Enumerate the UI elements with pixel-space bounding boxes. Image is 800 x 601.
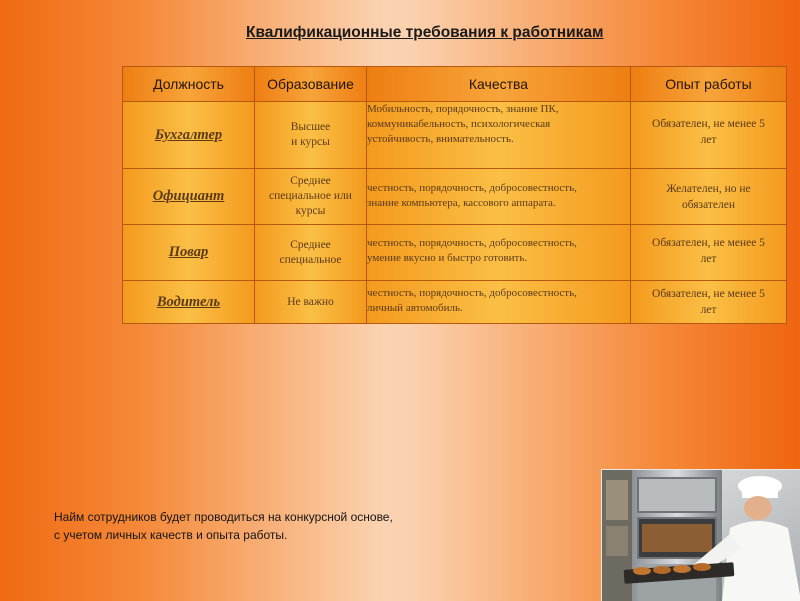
- education-line: и курсы: [291, 136, 330, 148]
- education-line: Среднее: [290, 175, 331, 187]
- qualities-line: Мобильность, порядочность, знание ПК,: [367, 103, 559, 115]
- experience-line: обязателен: [681, 199, 736, 211]
- qualities-line: личный автомобиль.: [367, 302, 463, 314]
- education-line: курсы: [295, 205, 326, 217]
- education-cell: [255, 225, 367, 281]
- position-link-driver[interactable]: Водитель: [156, 293, 221, 310]
- header-qualities: Качества: [367, 67, 631, 102]
- footer-note: [54, 508, 393, 544]
- education-line: специальное или: [269, 190, 352, 202]
- position-cell: [123, 102, 255, 169]
- position-link-cook[interactable]: Повар: [168, 244, 209, 260]
- qualities-line: умение вкусно и быстро готовить.: [367, 252, 528, 264]
- experience-line: лет: [700, 304, 717, 316]
- qualities-cell: [367, 169, 631, 225]
- table-row: [123, 281, 787, 324]
- chef-photo: [601, 469, 800, 601]
- footer-line: с учетом личных качеств и опыта работы.: [54, 528, 288, 542]
- experience-cell: [631, 225, 787, 281]
- experience-line: Обязателен, не менее 5: [652, 237, 765, 249]
- qualities-line: честность, порядочность, добросовестность,: [367, 182, 577, 194]
- table-header-row: [123, 67, 787, 102]
- qualities-line: знание компьютера, кассового аппарата.: [367, 197, 556, 209]
- qualities-line: устойчивость, внимательность.: [367, 133, 514, 145]
- page-title: Квалификационные требования к работникам: [246, 24, 604, 41]
- position-cell: [123, 169, 255, 225]
- position-link-waiter[interactable]: Официант: [152, 188, 225, 204]
- footer-line: Найм сотрудников будет проводиться на конкурсной основе,: [54, 510, 393, 524]
- qualities-line: честность, порядочность, добросовестность,: [367, 237, 577, 249]
- education-line: Среднее: [290, 238, 331, 251]
- experience-line: лет: [700, 253, 717, 265]
- position-cell: [123, 281, 255, 324]
- education-cell: [255, 281, 367, 324]
- experience-cell: [631, 281, 787, 324]
- education-cell: [255, 102, 367, 169]
- position-link-accountant[interactable]: Бухгалтер: [154, 126, 223, 143]
- chef-baking-photo-icon: [602, 470, 800, 601]
- education-line: Высшее: [290, 121, 331, 133]
- requirements-table: [122, 66, 787, 324]
- education-cell: [255, 169, 367, 225]
- position-cell: [123, 225, 255, 281]
- experience-line: Обязателен, не менее 5: [652, 288, 765, 300]
- experience-line: лет: [700, 134, 717, 146]
- header-education: Образование: [255, 67, 367, 102]
- table-row: [123, 225, 787, 281]
- header-position: Должность: [123, 67, 255, 102]
- qualities-cell: [367, 281, 631, 324]
- experience-cell: [631, 102, 787, 169]
- education-line: Не важно: [287, 295, 334, 308]
- experience-line: Обязателен, не менее 5: [652, 118, 765, 130]
- qualities-cell: [367, 225, 631, 281]
- qualities-line: коммуникабельность, психологическая: [367, 118, 551, 130]
- experience-cell: [631, 169, 787, 225]
- table-row: [123, 169, 787, 225]
- qualities-cell: [367, 102, 631, 169]
- qualities-line: честность, порядочность, добросовестность,: [367, 287, 577, 299]
- education-line: специальное: [279, 253, 342, 266]
- experience-line: Желателен, но не: [666, 183, 751, 195]
- table-row: [123, 102, 787, 169]
- header-experience: Опыт работы: [631, 67, 787, 102]
